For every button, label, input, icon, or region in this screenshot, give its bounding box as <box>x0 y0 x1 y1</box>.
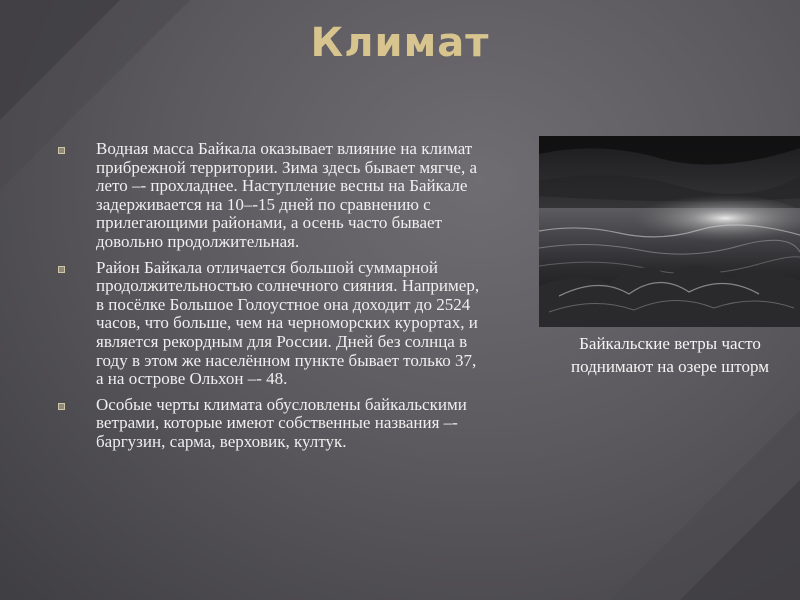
bullet-list <box>56 140 486 459</box>
square-bullet-icon <box>58 147 65 154</box>
bullet-text: Водная масса Байкала оказывает влияние на климат прибрежной территории. Зима здесь бывает мягче, а лето –- прохладнее. Наступление весны на Байкале задерживается на 10–-15 дней по сравнению с прилегающими районами, а осень часто бывает довольно продолжительная. <box>96 139 478 251</box>
square-bullet-icon <box>58 266 65 273</box>
slide-title: Климат <box>310 20 490 66</box>
storm-lake-photo <box>539 136 800 327</box>
bullet-item-winds <box>56 396 486 452</box>
bullet-item-sunshine <box>56 259 486 389</box>
bullet-text: Район Байкала отличается большой суммарной продолжительностью солнечного сияния. Например, в посёлке Большое Голоустное она доходит до 2524 часов, что больше, чем на черноморских курортах, и является рекордным для России. Дней без солнца в году в этом же населённом пункте бывает только 37, а на острове Ольхон –- 48. <box>96 257 480 389</box>
bullet-item-lake-influence <box>56 140 486 252</box>
photo-caption: Байкальские ветры часто поднимают на озере шторм <box>570 334 770 376</box>
bullet-text: Особые черты климата обусловлены байкальскими ветрами, которые имеют собственные названия –- баргузин, сарма, верховик, култук. <box>96 394 467 451</box>
square-bullet-icon <box>58 403 65 410</box>
